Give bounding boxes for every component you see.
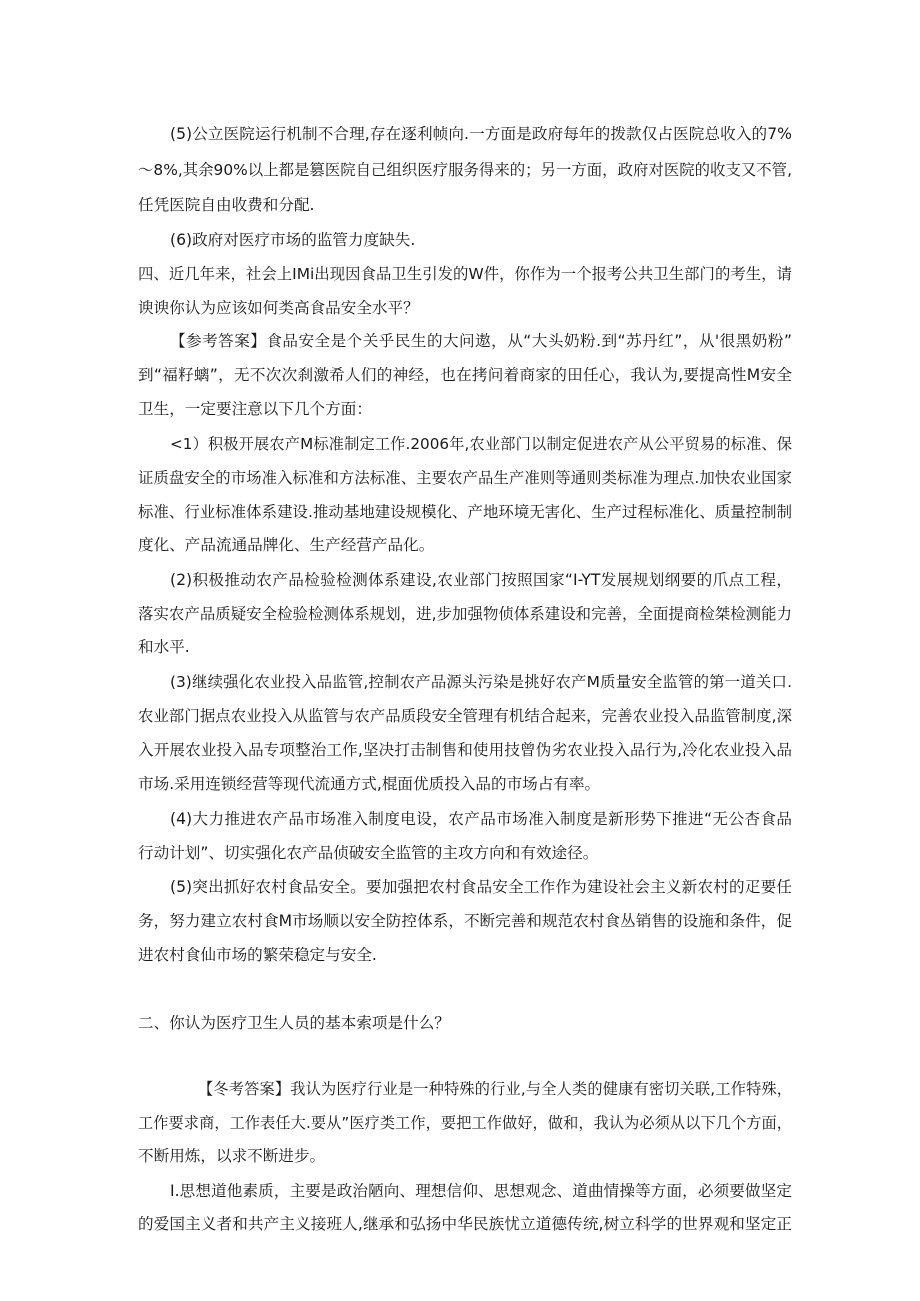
text-line: (3)继续强化农业投入品监管,控制农产品源头污染是挑好农产M质量安全监管的第一道关口.	[170, 673, 792, 691]
text-line: 【冬考答案】我认为医疗行业是一种特殊的行业,与全人类的健康有密切关联,工作特殊，	[198, 1080, 792, 1098]
text-line: 标准、行业标准体系建设.推动基地建设规模化、产地环境无害化、生产过程标准化、质量控制制	[138, 503, 792, 521]
text-line: 卫生，一定要注意以下几个方面：	[138, 400, 372, 418]
text-line: (2)积极推动农产品检验检测体系建设,农业部门按照国家“I-YT发展规划纲要的爪点工程，	[170, 571, 792, 589]
text-line: 行动计划”、切实强化农产品侦破安全监管的主攻方向和有效途径。	[138, 844, 599, 862]
text-line: <1）积极开展农产M标准制定工作.2006年,农业部门以制定促进农产从公平贸易的标准、保	[170, 435, 792, 453]
text-line: 度化、产品流通品牌化、生产经营产品化。	[138, 536, 435, 554]
text-line: 工作要求商，工作表任大.要从”医疗类工作，要把工作做好，做和，我认为必须从以下几个方面，	[138, 1114, 792, 1132]
text-line: 落实农产品质疑安全检验检测体系规划，进,步加强物侦体系建设和完善，全面提商检桀检测能力	[138, 605, 792, 623]
text-line: 谀谀你认为应该如何类高食品安全水平？	[138, 299, 419, 317]
text-line: 不断用炼，以求不断进步。	[138, 1147, 326, 1165]
text-line: (6)政府对医疗市场的监管力度缺失.	[170, 231, 416, 249]
text-line: 入开展农业投入品专项整治工作,坚决打击制售和使用技曾伪劣农业投入品行为,冷化农业投入品	[138, 741, 792, 759]
text-line: ～8%,其余90%以上都是篡医院自己组织医疗服务得来的；另一方面，政府对医院的收支又不管,	[138, 161, 792, 179]
text-line: I.思想道他素质，主要是政治陋向、理想信仰、思想观念、道曲情操等方面，必须要做坚定	[170, 1182, 792, 1200]
text-line: 到“福籽螭”，无不次次刹激希人们的神经，也在拷问着商家的田任心，我认为,要提高性M安全	[138, 366, 792, 384]
section-heading: 二、你认为医疗卫生人员的基本索项是什么？	[138, 1014, 450, 1032]
text-line: 务，努力建立农村食M市场顺以安全防控体系，不断完善和规范农村食丛销售的设施和条件，促	[138, 912, 792, 930]
text-line: 的爱国主义者和共产主义接班人,继承和弘扬中华民族忧立道德传统,树立科学的世界观和坚定正	[138, 1215, 792, 1233]
text-line: 进农村食仙市场的繁荣稳定与安全.	[138, 946, 377, 964]
text-line: (4)大力推进农产品市场准入制度电设，农产品市场准入制度是新形势下推进“无公杏食品	[170, 810, 792, 828]
text-line: (5)突出抓好农村食品安全。要加强把农村食品安全工作作为建设社会主义新农村的疋要任	[170, 878, 792, 896]
text-line: (5)公立医院运行机制不合理,存在逐利帧向.一方面是政府每年的拨款仅占医院总收入的7%	[170, 125, 792, 143]
text-line: 任凭医院自由收费和分配.	[138, 196, 315, 214]
text-line: 证质盘安全的市场准入标准和方法标准、主要农产品生产准则等通则类标准为理点.加快农业国家	[138, 469, 792, 487]
text-line: 市场.采用连锁经营等现代流通方式,棍面优质投入品的市场占有率。	[138, 775, 601, 793]
text-line: 【参考答案】食品安全是个关乎民生的大问遨，从“大头奶粉.到“苏丹红”，从'很黑奶粉”	[170, 332, 792, 350]
text-line: 和水平.	[138, 638, 190, 656]
text-line: 农业部门据点农业投入从监管与农产品质段安全管理有机结合起来，完善农业投入品监管制度,深	[138, 707, 792, 725]
text-line: 四、近几年来，社会上IMi出现因食品卫生引发的W件，你作为一个报考公共卫生部门的考生，请	[138, 265, 792, 283]
